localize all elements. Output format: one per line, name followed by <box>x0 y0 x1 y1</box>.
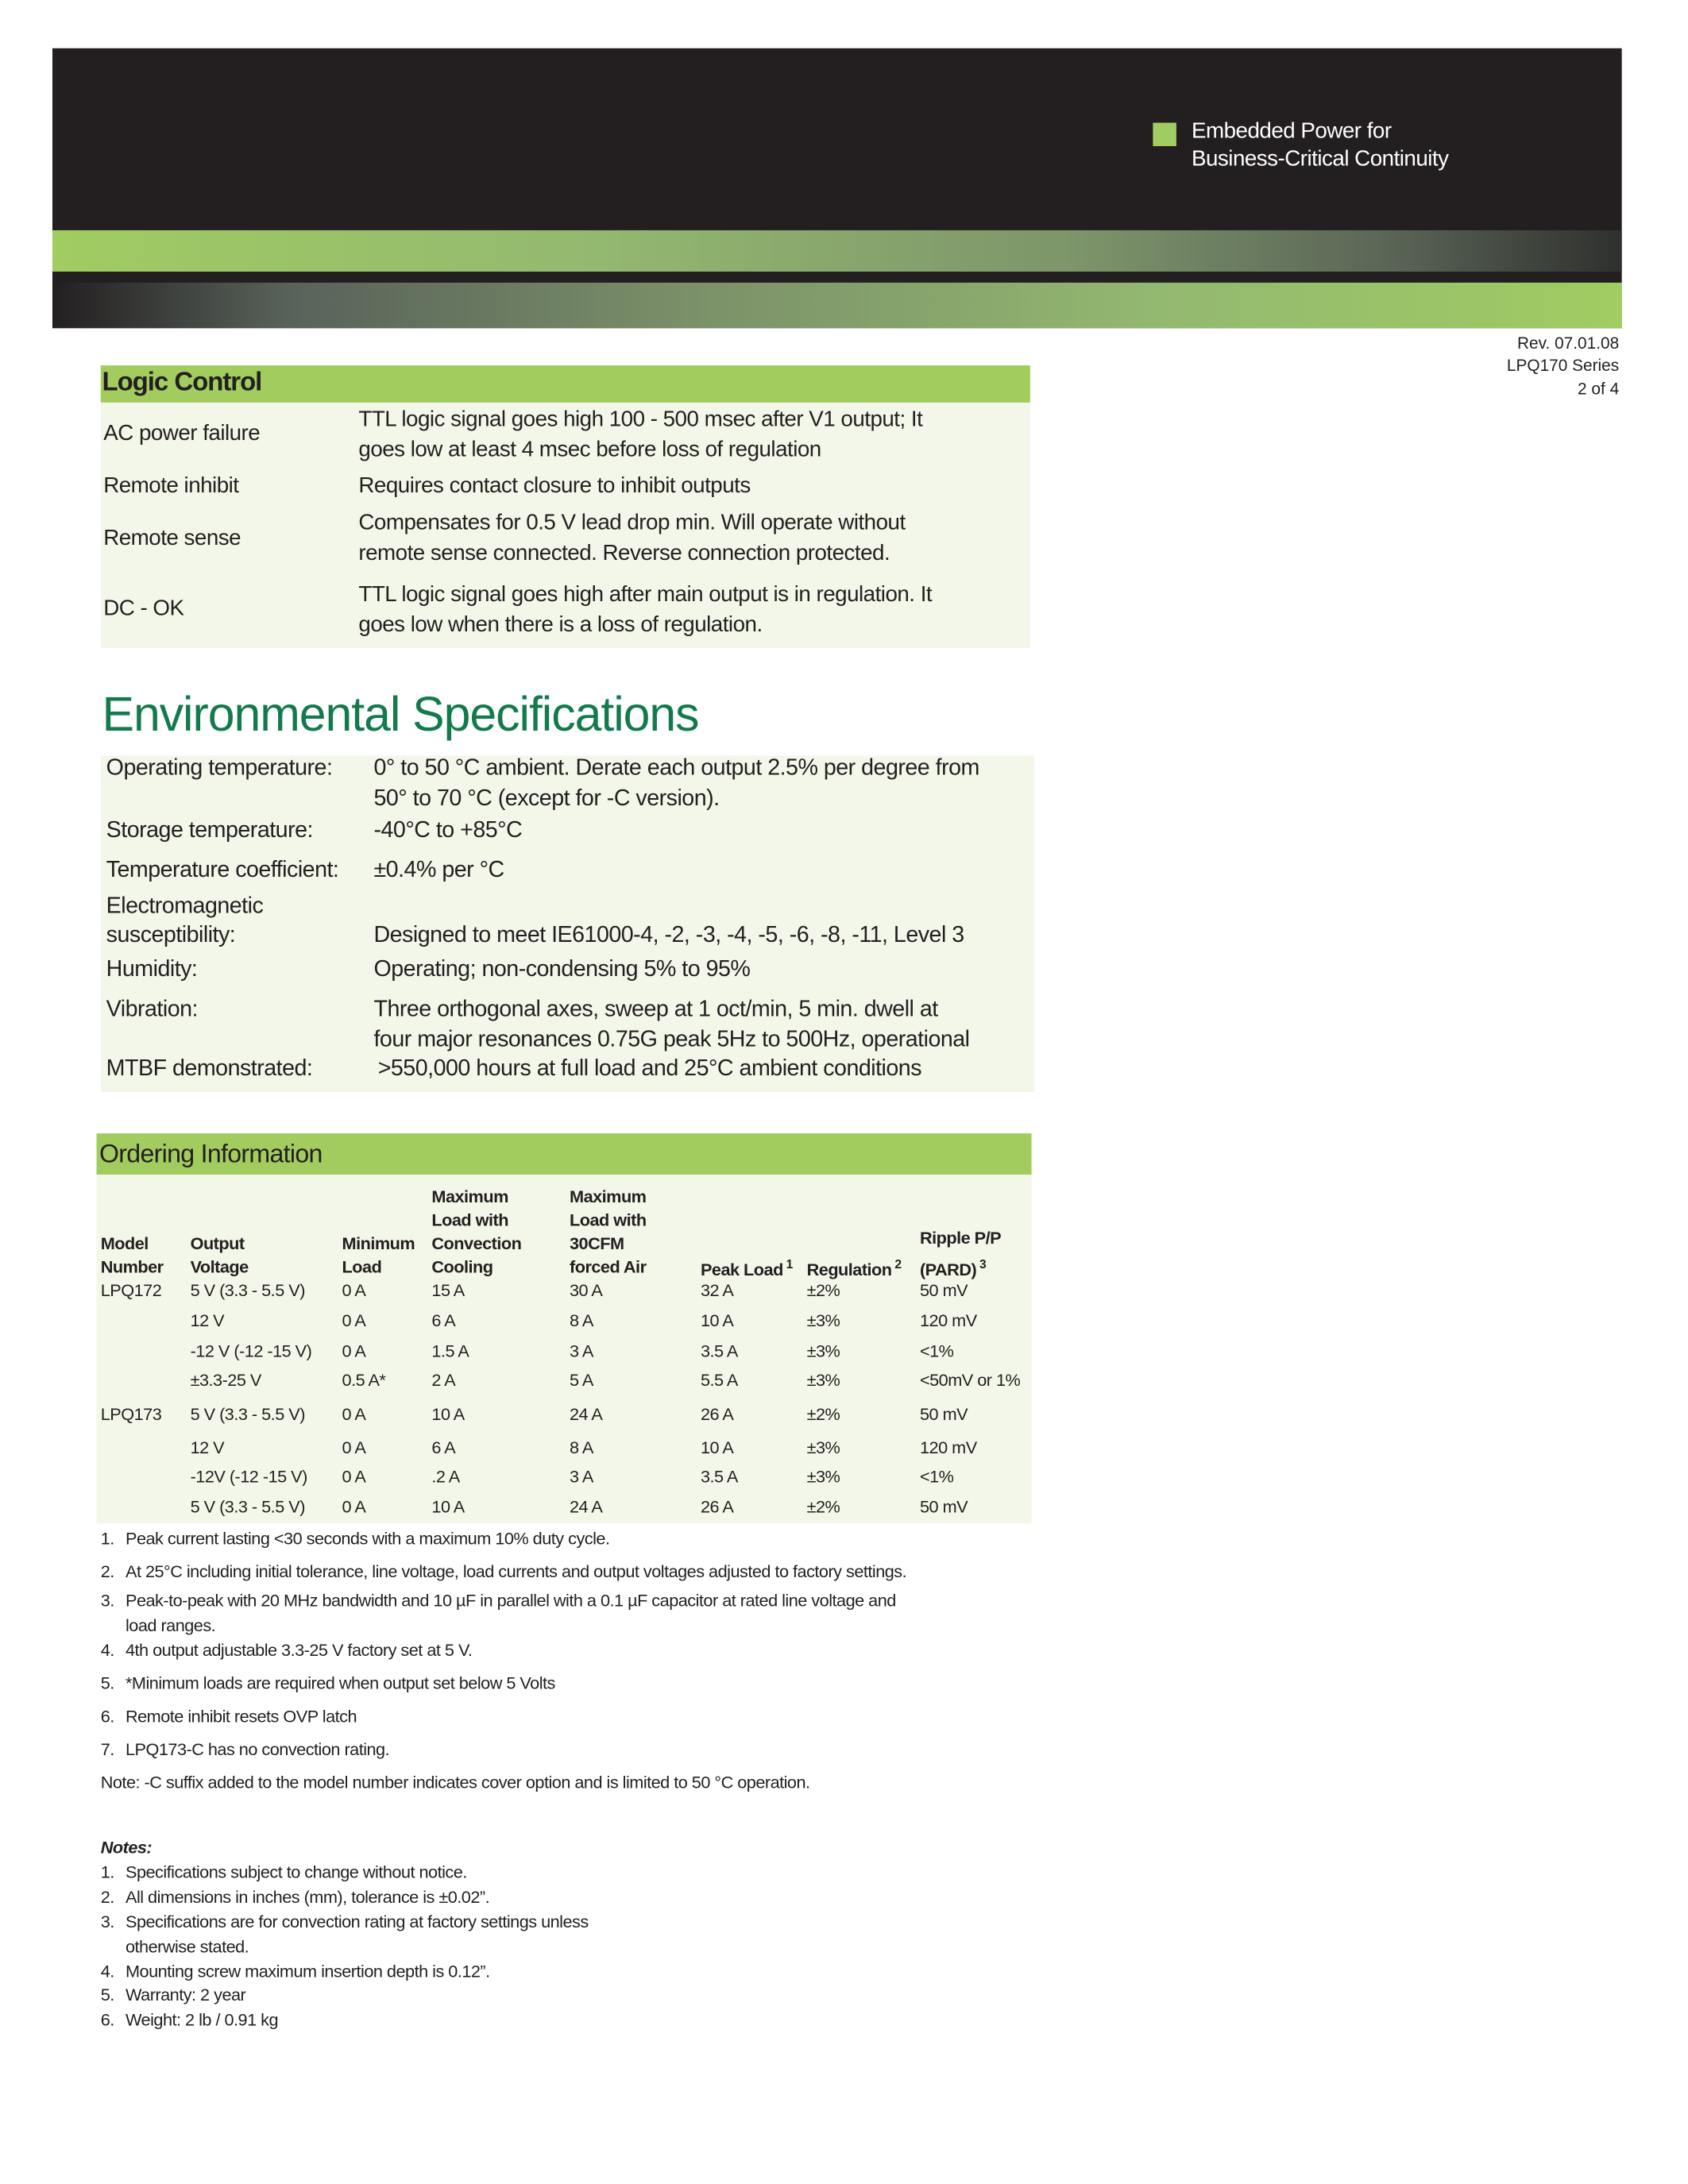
table-cell: 10 A <box>700 1437 734 1458</box>
env-row-label: Vibration: <box>106 997 198 1022</box>
note-number: 6. <box>100 2010 114 2030</box>
env-row-value: Designed to meet IE61000-4, -2, -3, -4, -5, -6, -8, -11, Level 3 <box>373 922 964 947</box>
table-cell: 0 A <box>342 1405 366 1425</box>
table-cell: ±3% <box>806 1467 840 1487</box>
footnote-text: LPQ173-C has no convection rating. <box>125 1739 390 1760</box>
column-header: Maximum <box>570 1187 647 1207</box>
table-cell: 8 A <box>570 1311 593 1331</box>
column-header: Number <box>100 1257 164 1277</box>
table-cell: 50 mV <box>919 1280 968 1301</box>
env-row-label: Electromagnetic <box>106 893 264 919</box>
footnote-number: 2. <box>100 1562 114 1582</box>
model-number: LPQ173 <box>100 1405 162 1425</box>
column-header: Load <box>342 1257 382 1277</box>
table-cell: ±3% <box>806 1341 840 1361</box>
footnote-ref: 1 <box>782 1257 793 1271</box>
env-row-value: >550,000 hours at full load and 25°C ambient conditions <box>377 1055 922 1082</box>
table-cell: 26 A <box>700 1497 734 1517</box>
table-cell: 12 V <box>190 1437 225 1458</box>
table-cell: 12 V <box>190 1311 225 1331</box>
table-cell: 0 A <box>342 1311 366 1331</box>
footnote-number: 1. <box>100 1529 114 1549</box>
table-cell: -12 V (-12 -15 V) <box>190 1341 312 1361</box>
table-cell: 120 mV <box>919 1437 977 1458</box>
logic-control-header <box>101 365 1030 403</box>
table-cell: 0 A <box>342 1437 366 1458</box>
table-cell: ±3% <box>806 1311 840 1331</box>
table-cell: 32 A <box>700 1280 734 1301</box>
table-cell: 50 mV <box>919 1497 968 1517</box>
column-header: Convection <box>431 1233 522 1254</box>
logic-row-value: Compensates for 0.5 V lead drop min. Will operate without <box>358 511 906 535</box>
table-cell: 30 A <box>570 1280 603 1301</box>
header-gradient-band <box>52 230 1622 272</box>
table-cell: ±3.3-25 V <box>190 1370 261 1390</box>
env-row-value: 50° to 70 °C (except for -C version). <box>373 785 720 811</box>
table-cell: 3.5 A <box>700 1467 738 1487</box>
column-header: Voltage <box>190 1257 249 1277</box>
note-text: Mounting screw maximum insertion depth is 0.12”. <box>125 1962 490 1981</box>
note-text: Specifications are for convection rating at factory settings unless <box>125 1912 589 1932</box>
ordering-title: Ordering Information <box>98 1139 323 1168</box>
table-cell: 3 A <box>570 1341 593 1361</box>
footnote-text: *Minimum loads are required when output set below 5 Volts <box>125 1673 555 1693</box>
logic-row-value: Requires contact closure to inhibit outputs <box>358 474 751 498</box>
footnote-ref: 2 <box>891 1257 902 1271</box>
footnote-text: Peak current lasting <30 seconds with a maximum 10% duty cycle. <box>125 1529 610 1549</box>
table-cell: 2 A <box>431 1370 456 1390</box>
env-row-label: Humidity: <box>106 956 198 982</box>
tagline-line2: Business-Critical Continuity <box>1191 147 1449 172</box>
table-cell: 24 A <box>570 1405 603 1425</box>
table-cell: 10 A <box>431 1405 465 1425</box>
table-cell: 0 A <box>342 1280 366 1301</box>
footnote-number: 6. <box>100 1707 114 1727</box>
page-number: 2 of 4 <box>1578 379 1620 399</box>
header-gradient-band-lower <box>52 283 1622 328</box>
footnote-text: 4th output adjustable 3.3-25 V factory set at 5 V. <box>125 1640 473 1661</box>
logic-row-value: goes low at least 4 msec before loss of regulation <box>358 438 821 462</box>
note-text: All dimensions in inches (mm), tolerance is ±0.02”. <box>125 1887 490 1908</box>
column-header: forced Air <box>570 1257 647 1277</box>
table-cell: 8 A <box>570 1437 593 1458</box>
env-row-value: -40°C to +85°C <box>373 817 523 843</box>
table-cell: ±2% <box>806 1405 840 1425</box>
column-header: (PARD) $^3$ <box>919 1257 987 1280</box>
note-text: Specifications subject to change without notice. <box>125 1862 467 1882</box>
env-row-value: ±0.4% per °C <box>373 857 504 883</box>
table-cell: <1% <box>919 1467 954 1487</box>
logic-row-value: TTL logic signal goes high after main output is in regulation. It <box>358 583 933 607</box>
logic-row-value: remote sense connected. Reverse connection protected. <box>358 542 890 565</box>
footnote-number: 4. <box>100 1640 114 1661</box>
env-row-label: susceptibility: <box>106 922 236 947</box>
footnote-text: Remote inhibit resets OVP latch <box>125 1707 357 1727</box>
table-cell: ±2% <box>806 1280 840 1301</box>
table-cell: 0 A <box>342 1341 366 1361</box>
environmental-title: Environmental Specifications <box>102 688 699 743</box>
column-header: Load with <box>431 1210 508 1230</box>
table-cell: 26 A <box>700 1405 734 1425</box>
table-cell: ±3% <box>806 1437 840 1458</box>
table-cell: .2 A <box>431 1467 460 1487</box>
env-row-label: Storage temperature: <box>106 817 313 843</box>
column-header: Load with <box>570 1210 647 1230</box>
model-number: LPQ172 <box>100 1280 162 1301</box>
env-row-value: 0° to 50 °C ambient. Derate each output 2.5% per degree from <box>373 755 979 781</box>
table-cell: -12V (-12 -15 V) <box>190 1467 307 1487</box>
column-header: Regulation $^2$ <box>806 1257 902 1280</box>
table-cell: 15 A <box>431 1280 465 1301</box>
series-name: LPQ170 Series <box>1506 355 1620 376</box>
table-cell: 5.5 A <box>700 1370 738 1390</box>
footnote-number: 5. <box>100 1673 114 1693</box>
table-cell: 6 A <box>431 1311 456 1331</box>
note-text: Warranty: 2 year <box>125 1985 246 2005</box>
footnote-text: load ranges. <box>125 1615 216 1636</box>
note-text: otherwise stated. <box>125 1937 249 1957</box>
table-cell: 24 A <box>570 1497 603 1517</box>
table-cell: <1% <box>919 1341 954 1361</box>
logic-row-label: DC - OK <box>103 596 184 621</box>
column-header: Model <box>100 1233 149 1254</box>
logic-row-value: TTL logic signal goes high 100 - 500 msec after V1 output; It <box>358 407 923 432</box>
footnote-number: 7. <box>100 1739 114 1760</box>
table-cell: 5 V (3.3 - 5.5 V) <box>190 1280 305 1301</box>
table-cell: 0 A <box>342 1467 366 1487</box>
green-square-icon <box>1153 123 1176 147</box>
table-cell: 10 A <box>431 1497 465 1517</box>
table-cell: 5 A <box>570 1370 593 1390</box>
revision: Rev. 07.01.08 <box>1517 334 1620 353</box>
table-cell: 120 mV <box>919 1311 977 1331</box>
footnote-text: At 25°C including initial tolerance, line voltage, load currents and output voltages adjusted to factory settings. <box>125 1562 907 1582</box>
note-number: 1. <box>100 1862 114 1882</box>
footnote-text: Peak-to-peak with 20 MHz bandwidth and 10 µF in parallel with a 0.1 µF capacitor at rated line voltage and <box>125 1591 896 1611</box>
logic-row-label: Remote inhibit <box>103 474 239 498</box>
table-cell: 10 A <box>700 1311 734 1331</box>
env-row-label: MTBF demonstrated: <box>106 1055 313 1082</box>
env-row-label: Temperature coefficient: <box>106 857 339 883</box>
table-cell: 1.5 A <box>431 1341 469 1361</box>
column-header: Minimum <box>342 1233 415 1254</box>
table-cell: 50 mV <box>919 1405 968 1425</box>
note-number: 4. <box>100 1962 114 1981</box>
table-cell: <50mV or 1% <box>919 1370 1021 1390</box>
footnote-ref: 3 <box>976 1257 987 1271</box>
table-cell: 5 V (3.3 - 5.5 V) <box>190 1497 305 1517</box>
column-header: Cooling <box>431 1257 493 1277</box>
env-row-value: Operating; non-condensing 5% to 95% <box>373 956 751 982</box>
column-header: Ripple P/P <box>919 1228 1002 1248</box>
tagline-line1: Embedded Power for <box>1191 120 1392 144</box>
table-cell: ±2% <box>806 1497 840 1517</box>
table-cell: 0.5 A* <box>342 1370 386 1390</box>
ordering-note: Note: -C suffix added to the model number indicates cover option and is limited to 50 °C operation. <box>100 1773 810 1792</box>
logic-row-label: Remote sense <box>103 527 241 550</box>
env-row-value: four major resonances 0.75G peak 5Hz to 500Hz, operational <box>373 1027 970 1052</box>
env-row-label: Operating temperature: <box>106 755 333 781</box>
logic-row-value: goes low when there is a loss of regulation. <box>358 613 763 638</box>
column-header: Maximum <box>431 1187 508 1207</box>
column-header: Output <box>190 1233 245 1254</box>
table-cell: 5 V (3.3 - 5.5 V) <box>190 1405 305 1425</box>
column-header: 30CFM <box>570 1233 624 1254</box>
table-cell: 0 A <box>342 1497 366 1517</box>
note-text: Weight: 2 lb / 0.91 kg <box>125 2010 279 2030</box>
table-cell: 6 A <box>431 1437 456 1458</box>
logic-row-label: AC power failure <box>103 422 261 446</box>
logic-control-title: Logic Control <box>102 368 262 397</box>
footnote-number: 3. <box>100 1591 114 1611</box>
table-cell: 3 A <box>570 1467 593 1487</box>
ordering-header <box>97 1133 1032 1175</box>
note-number: 5. <box>100 1985 114 2005</box>
table-cell: ±3% <box>806 1370 840 1390</box>
env-row-value: Three orthogonal axes, sweep at 1 oct/min, 5 min. dwell at <box>373 997 938 1022</box>
note-number: 3. <box>100 1912 114 1932</box>
table-cell: 3.5 A <box>700 1341 738 1361</box>
notes-title: Notes: <box>100 1838 153 1858</box>
note-number: 2. <box>100 1887 114 1908</box>
column-header: Peak Load $^1$ <box>700 1257 793 1280</box>
